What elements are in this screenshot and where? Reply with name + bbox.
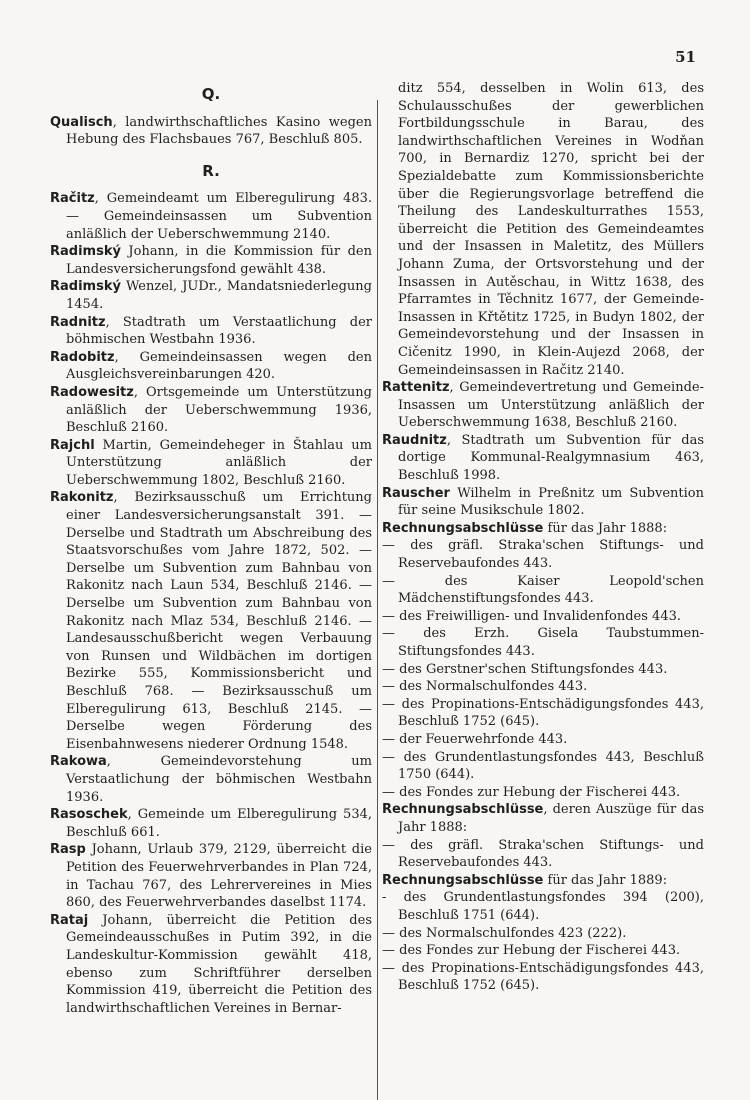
column-divider <box>377 100 378 1100</box>
sub-entry: — des Freiwilligen- und Invalidenfondes 443. <box>382 608 681 624</box>
sub-entry: - des Grundentlastungsfondes 394 (200), Beschluß 1751 (644). <box>382 890 704 923</box>
sub-entry: — des Fondes zur Hebung der Fischerei 443. <box>382 943 681 959</box>
entry-text: , Gemeindeamt um Elberegulirung 483. — Gemeindeinsassen um Subvention anläßlich der Ueberschwemmung 2140. <box>66 191 372 242</box>
index-entry <box>50 912 372 1018</box>
index-entry <box>50 841 372 911</box>
index-entry <box>50 190 372 243</box>
entry-text: , Stadtrath um Verstaatlichung der böhmischen Westbahn 1936. <box>66 314 372 348</box>
index-entry <box>50 806 372 841</box>
index-entry <box>382 379 704 432</box>
entry-text: für das Jahr 1889: <box>543 872 668 888</box>
entry-head: Radobitz <box>50 349 115 365</box>
index-entry <box>382 485 704 520</box>
index-entry <box>50 753 372 806</box>
entry-head: Rechnungsabschlüsse <box>382 802 544 818</box>
sub-entry: — des Propinations-Entschädigungsfondes 443, Beschluß 1752 (645). <box>382 960 704 994</box>
entry-head: Radimský <box>50 244 121 260</box>
left-column <box>50 82 372 1017</box>
entry-text: , deren Auszüge für das Jahr 1888: <box>398 802 704 835</box>
index-entry <box>50 349 372 384</box>
index-entry <box>382 520 704 538</box>
entry-text: Wenzel, JUDr., Mandatsniederlegung 1454. <box>66 279 372 312</box>
section-letter-q: Q. <box>201 85 221 103</box>
entry-text: für das Jahr 1888: <box>543 520 668 536</box>
sub-entry: — des Erzh. Gisela Taubstummen-Stiftungsfondes 443. <box>382 626 704 659</box>
entry-head: Rattenitz <box>382 380 450 396</box>
section-letter-r: R. <box>202 161 220 180</box>
entry-text: , Gemeindevertretung und Gemeinde-Insassen um Unterstützung anläßlich der Ueberschwemmung 1638, Beschluß 2160. <box>398 380 704 431</box>
entry-head: Rataj <box>50 912 89 928</box>
index-entry <box>382 801 704 836</box>
entry-head: Rakonitz <box>50 490 114 506</box>
index-entry <box>50 243 372 278</box>
entry-head: Radowesitz <box>50 384 134 400</box>
index-entry <box>50 314 372 349</box>
entry-head: Rechnungsabschlüsse <box>382 520 544 536</box>
sub-entry: — des Normalschulfondes 443. <box>382 679 588 695</box>
entry-text: , landwirthschaftliches Kasino wegen Hebung des Flachsbaues 767, Beschluß 805. <box>66 114 372 148</box>
entry-text: , Gemeindevorstehung um Verstaatlichung der böhmischen Westbahn 1936. <box>66 754 372 805</box>
entry-head: Qualisch <box>50 114 113 130</box>
sub-entry: — der Feuerwehrfonde 443. <box>382 731 568 747</box>
sub-entry: — des gräfl. Straka'schen Stiftungs- und Reservebaufondes 443. <box>382 837 704 871</box>
entry-text: , Bezirksausschuß um Errichtung einer Landesversicherungsanstalt 391. — Derselbe und Stadtrath um Abschreibung des Staatsvorschußes vom Jahre 1872, 502. — Derselbe um Subvention zum Bahnbau von Rakonitz nach Laun 534, Beschluß 2146. — Derselbe um Subvention zum Bahnbau von Rakonitz nach Mlaz 534, Beschluß 2146. — Landesausschußbericht wegen Verbauung von Runsen und Wildbächen im dortigen Bezirke 555, Kommissionsbericht und Beschluß 768. — Bezirksausschuß um Elberegulirung 613, Beschluß 2145. — Derselbe wegen Förderung des Eisenbahnwesens niederer Ordnung 1548. <box>66 490 372 752</box>
sub-entry: — des Fondes zur Hebung der Fischerei 443. <box>382 784 681 800</box>
entry-head: Raudnitz <box>382 432 447 448</box>
entry-text: Johann, Urlaub 379, 2129, überreicht die Petition des Feuerwehrverbandes in Plan 724, in Tachau 767, des Lehrervereines in Mies 860, des Feuerwehrverbandes daselbst 1174. <box>66 842 372 911</box>
sub-entry: — des Grundentlastungsfondes 443, Beschluß 1750 (644). <box>382 749 704 783</box>
entry-head: Radimský <box>50 279 121 295</box>
entry-text: , Stadtrath um Subvention für das dortige Kommunal-Realgymnasium 463, Beschluß 1998. <box>398 432 704 484</box>
entry-head: Rasp <box>50 842 86 858</box>
entry-head: Rauscher <box>382 485 450 501</box>
right-column <box>382 80 704 995</box>
index-entry <box>50 489 372 753</box>
sub-entry: — des Gerstner'schen Stiftungsfondes 443. <box>382 661 668 677</box>
entry-text: Wilhelm in Preßnitz um Subvention für seine Musikschule 1802. <box>398 485 704 519</box>
entry-head: Rajchl <box>50 437 95 453</box>
entry-text: , Gemeinde um Elberegulirung 534, Beschluß 661. <box>66 807 372 840</box>
sub-entry: — des Propinations-Entschädigungsfondes 443, Beschluß 1752 (645). <box>382 696 704 730</box>
entry-text: Johann, überreicht die Petition des Gemeindeausschußes in Putim 392, in die Landeskultur-Kommission gewählt 418, ebenso zum Schriftführer derselben Kommission 419, überreicht die Petition des landwirthschaftlichen Vereines in Bernar- <box>66 912 372 1016</box>
entry-text: Johann, in die Kommission für den Landesversicherungsfond gewählt 438. <box>66 244 372 277</box>
index-entry <box>382 872 704 890</box>
entry-head: Rasoschek <box>50 807 128 823</box>
continued-entry-text: ditz 554, desselben in Wolin 613, des Schulausschußes der gewerblichen Fortbildungsschule in Barau, des landwirthschaftlichen Vereines in Wodňan 700, in Bernardiz 1270, spricht bei der Spezialdebatte zum Kommissionsberichte über die Regierungsvorlage betreffend die Theilung des Landeskulturrathes 1553, überreicht die Petition des Gemeindeamtes und der Insassen in Maletitz, des Müllers Johann Zuma, der Ortsvorstehung und der Insassen in Autěschau, in Wittz 1638, des Pfarramtes in Těchnitz 1677, der Gemeinde-Insassen in Křtětitz 1725, in Budyn 1802, der Gemeindevorstehung und der Insassen in Cičenitz 1990, in Klein-Aujezd 2068, der Gemeindeinsassen in Račitz 2140. <box>398 81 704 378</box>
index-entry <box>50 114 372 149</box>
page-number: 51 <box>675 48 696 66</box>
index-entry <box>382 432 704 485</box>
entry-head: Rechnungsabschlüsse <box>382 872 544 888</box>
sub-entry: — des Kaiser Leopold'schen Mädchenstiftungsfondes 443. <box>382 573 704 607</box>
entry-head: Radnitz <box>50 314 106 330</box>
sub-entry: — des gräfl. Straka'schen Stiftungs- und Reservebaufondes 443. <box>382 538 704 572</box>
index-entry <box>50 437 372 490</box>
entry-text: , Gemeindeinsassen wegen den Ausgleichsvereinbarungen 420. <box>66 349 372 383</box>
index-entry <box>50 384 372 437</box>
entry-head: Račitz <box>50 191 95 207</box>
entry-text: , Ortsgemeinde um Unterstützung anläßlich der Ueberschwemmung 1936, Beschluß 2160. <box>66 384 372 436</box>
entry-text: Martin, Gemeindeheger in Štahlau um Unterstützung anläßlich der Ueberschwemmung 1802, Beschluß 2160. <box>66 437 372 488</box>
entry-head: Rakowa <box>50 754 107 770</box>
index-entry <box>50 278 372 313</box>
sub-entry: — des Normalschulfondes 423 (222). <box>382 925 627 941</box>
